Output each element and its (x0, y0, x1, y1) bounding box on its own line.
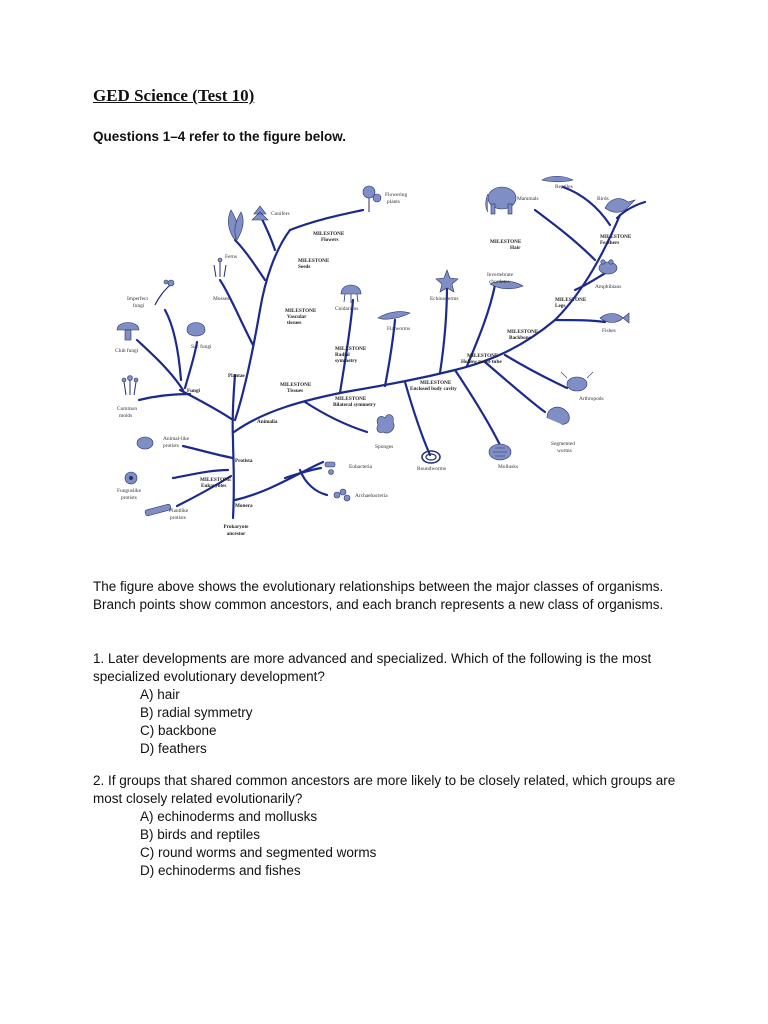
branch-molds (139, 394, 190, 400)
conifer-icon (252, 206, 268, 220)
label-prokaryote-2: ancestor (226, 531, 246, 537)
milestone-nerve-tube-2: Hollow nerve tube (461, 359, 502, 365)
milestone-bilateral-2: Bilateral symmetry (333, 402, 376, 408)
label-funguslike-protists-2: protists (121, 495, 137, 501)
branch-mammals (535, 210, 595, 260)
label-mollusks: Mollusks (498, 464, 519, 470)
milestone-feathers-1: MILESTONE (600, 234, 632, 240)
milestone-seeds-1: MILESTONE (298, 258, 330, 264)
milestone-hair-2: Hair (510, 245, 521, 251)
label-protista: Protista (235, 458, 253, 464)
question-1-option-d: D) feathers (140, 741, 207, 756)
milestone-radial-1: MILESTONE (335, 346, 367, 352)
question-2-option-d: D) echinoderms and fishes (140, 863, 301, 878)
elephant-icon (486, 187, 516, 214)
question-1-option-c: C) backbone (140, 723, 217, 738)
question-2 (93, 772, 693, 880)
frog-icon (599, 260, 617, 274)
label-flatworms: Flatworms (387, 326, 411, 332)
branch-fishes (555, 320, 605, 322)
branch-animal-protists (183, 446, 233, 458)
question-1-option-a: A) hair (140, 687, 180, 702)
label-flowering-2: plants (387, 199, 400, 205)
branch-mosses (220, 280, 253, 345)
label-prokaryote-1: Prokaryote (223, 524, 249, 530)
question-2-option-a: A) echinoderms and mollusks (140, 809, 318, 824)
label-echinoderms: Echinoderms (430, 296, 459, 302)
fern-icon (228, 210, 243, 240)
label-plantae: Plantae (228, 373, 245, 379)
question-2-stem: 2. If groups that shared common ancestors are more likely to be closely related, which groups are most closely related evolutionarily? (93, 773, 676, 806)
milestone-body-cavity-2: Enclosed body cavity (410, 386, 457, 392)
fungus-protist-icon (125, 472, 137, 484)
label-mosses: Mosses (213, 296, 230, 302)
question-1-option-b: B) radial symmetry (140, 705, 253, 720)
question-2-option-b: B) birds and reptiles (140, 827, 261, 842)
milestone-hair-1: MILESTONE (490, 239, 522, 245)
milestone-backbone-2: Backbone (509, 335, 531, 341)
branch-mollusks (455, 370, 500, 445)
milestone-flowers-1: MILESTONE (313, 231, 345, 237)
label-amphibians: Amphibians (595, 284, 622, 290)
label-fishes: Fishes (602, 328, 616, 334)
sac-fungi-icon (187, 323, 205, 337)
mollusk-shell-icon (489, 444, 511, 460)
label-ferns: Ferns (225, 254, 237, 260)
milestone-tissues-1: MILESTONE (280, 382, 312, 388)
milestone-legs-1: MILESTONE (555, 297, 587, 303)
lizard-icon (542, 176, 573, 182)
jellyfish-icon (341, 285, 361, 303)
club-fungi-icon (117, 323, 139, 341)
milestone-legs-2: Legs (555, 303, 566, 309)
imperfect-fungi-icon (155, 280, 174, 305)
plant-protist-icon (145, 504, 172, 517)
branch-archaebacteria (300, 470, 327, 495)
label-conifers: Conifers (271, 211, 290, 217)
branch-monera (235, 462, 323, 500)
bird-icon (605, 199, 635, 213)
moss-icon (214, 258, 226, 277)
label-segmented-worms-2: worms (557, 448, 572, 454)
label-imperfect-fungi-2: fungi (133, 303, 145, 309)
label-sponges: Sponges (375, 444, 394, 450)
branch-arthropods (505, 355, 567, 388)
flower-icon (363, 186, 381, 212)
label-plantlike-protists-2: protists (170, 515, 186, 521)
animal-protist-icon (137, 437, 153, 449)
milestone-eukaryotes-1: MILESTONE (200, 477, 232, 483)
label-invertebrate-1: Invertebrate (487, 272, 514, 278)
milestone-vascular-1: MILESTONE (285, 308, 317, 314)
branch-ferns (235, 240, 265, 280)
branch-flowering (290, 210, 363, 230)
milestone-seeds-2: Seeds (298, 264, 311, 270)
label-arthropods: Arthropods (579, 396, 604, 402)
label-flowering-1: Flowering (385, 192, 408, 198)
milestone-radial-2: Radial (335, 352, 350, 358)
label-animal-protists-1: Animal-like (163, 436, 190, 442)
milestone-flowers-2: Flowers (321, 237, 339, 243)
label-cnidarians: Cnidarians (335, 306, 359, 312)
branch-roundworms (405, 382, 430, 455)
roundworm-icon (422, 451, 440, 463)
milestone-nerve-tube-1: MILESTONE (467, 353, 499, 359)
questions-intro: Questions 1–4 refer to the figure below. (93, 129, 347, 144)
flatworm-icon (378, 312, 410, 320)
label-eubacteria: Eubacteria (349, 464, 373, 470)
label-plantlike-protists-1: Plantlike (169, 508, 189, 514)
milestone-body-cavity-1: MILESTONE (420, 380, 452, 386)
milestone-feathers-2: Feathers (600, 240, 620, 246)
label-invertebrate-2: chordates (489, 279, 510, 285)
label-funguslike-protists-1: Funguslike (117, 488, 141, 494)
label-common-molds-1: Common (117, 406, 138, 412)
label-club-fungi: Club fungi (115, 348, 139, 354)
label-imperfect-fungi-1: Imperfect (127, 296, 148, 302)
segmented-worm-icon (547, 407, 569, 424)
question-1 (93, 650, 693, 758)
branch-trunk (233, 440, 234, 518)
milestone-bilateral-1: MILESTONE (335, 396, 367, 402)
mold-icon (122, 376, 138, 396)
label-archaebacteria: Archaebacteria (355, 493, 388, 499)
label-monera: Monera (235, 503, 253, 509)
milestone-vascular-3: tissues (287, 320, 302, 326)
label-animal-protists-2: protists (163, 443, 179, 449)
eubacteria-icon (325, 462, 335, 475)
document-title: GED Science (Test 10) (93, 86, 255, 105)
branch-segmented (485, 362, 545, 412)
question-2-option-c: C) round worms and segmented worms (140, 845, 377, 860)
sponge-icon (377, 415, 394, 434)
label-animalia: Animalia (257, 419, 278, 425)
label-fungi: Fungi (187, 388, 200, 394)
branch-reptiles (563, 187, 610, 225)
label-common-molds-2: molds (119, 413, 133, 419)
evolution-tree-figure (95, 170, 678, 555)
label-sac-fungi: Sac fungi (191, 344, 212, 350)
label-mammals: Mammals (517, 196, 539, 202)
milestone-radial-3: symmetry (335, 358, 358, 364)
label-segmented-worms-1: Segmented (551, 441, 575, 447)
label-roundworms: Roundworms (417, 466, 447, 472)
question-1-stem: 1. Later developments are more advanced and specialized. Which of the following is the most specialized evolutionary development? (93, 651, 652, 684)
label-reptiles: Reptiles (555, 184, 573, 190)
milestone-tissues-2: Tissues (287, 388, 304, 394)
archaebacteria-icon (334, 489, 350, 501)
label-birds: Birds (597, 196, 609, 202)
milestone-vascular-2: Vascular (287, 314, 307, 320)
figure-description: The figure above shows the evolutionary relationships between the major classes of organisms. Branch points show common ancestors, and each branch represents a new class of organisms. (93, 579, 664, 612)
milestone-eukaryotes-2: Eukaryotes (201, 483, 227, 489)
milestone-backbone-1: MILESTONE (507, 329, 539, 335)
